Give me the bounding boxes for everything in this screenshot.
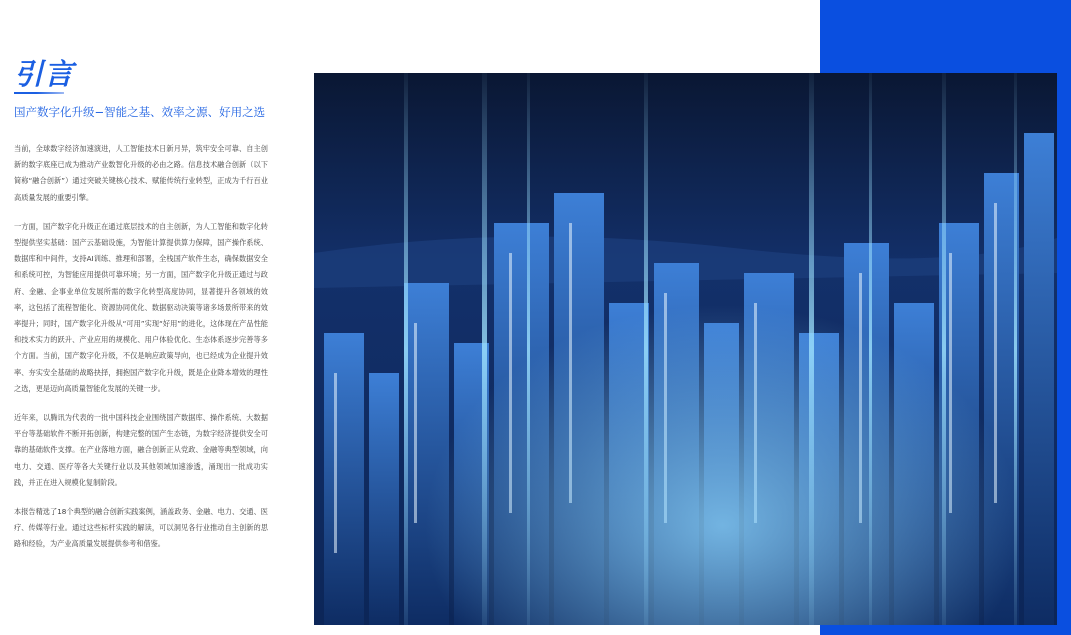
city-skyline-photo [314,73,1057,625]
paragraph-3: 近年来，以腾讯为代表的一批中国科技企业围绕国产数据库、操作系统、大数据平台等基础软件不断开拓创新，构建完整的国产生态链，为数字经济提供安全可靠的基础软件支撑。在产业落地方面，融合创新正从党政、金融等典型领域，向电力、交通、医疗等各大关键行业以及其他领域加速渗透，涌现出一批成功实践，并正在进入规模化复制阶段。 [14,413,268,487]
page-subtitle: 国产数字化升级−智能之基、效率之源、好用之选 [14,105,266,119]
paragraph-2: 一方面，国产数字化升级正在通过底层技术的自主创新，为人工智能和数字化转型提供坚实基础：国产云基础设施，为智能计算提供算力保障，国产操作系统、数据库和中间件，支持AI训练、推理和部署，全栈国产软件生态，确保数据安全和系统可控，为智能应用提供可靠环境；另一方面，国产数字化升级正通过与政府、金融、企事业单位发展所需的数字化转型高度协同，显著提升各领域的效率，这包括了流程智能化、资源协同优化、数据驱动决策等诸多场景所带来的效率提升；同时，国产数字化升级从“可用”实现“好用”的进化，这体现在产品性能和技术实力的跃升、产业应用的规模化、用户体验优化、生态体系逐步完善等多个方面。当前，国产数字化升级，不仅是响应政策导向，也已经成为企业提升效率、夯实安全基础的战略抉择，拥抱国产数字化升级，既是企业降本增效的理性之选，更是迈向高质量智能化发展的关键一步。 [14,221,268,393]
body-text [14,141,268,566]
page-title: 引言 [14,57,75,91]
paragraph-4: 本报告精选了18个典型的融合创新实践案例，涵盖政务、金融、电力、交通、医疗、传媒等行业。通过这些标杆实践的解读，可以洞见各行业推动自主创新的思路和经验，为产业高质量发展提供参考和借鉴。 [14,507,268,549]
title-underline [14,92,64,94]
paragraph-1: 当前，全球数字经济加速演进，人工智能技术日新月异，筑牢安全可靠、自主创新的数字底座已成为推动产业数智化升级的必由之路。信息技术融合创新（以下简称“融合创新”）通过突破关键核心技术、赋能传统行业转型，正成为千行百业高质量发展的重要引擎。 [14,144,268,202]
